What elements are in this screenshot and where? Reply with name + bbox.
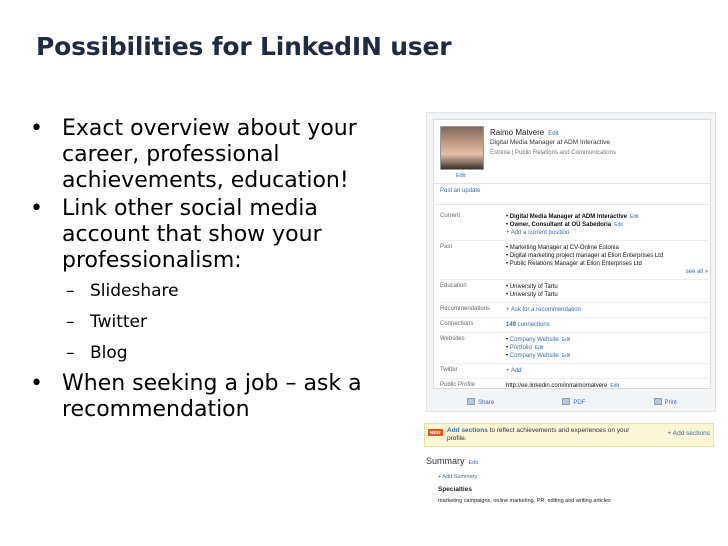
specialties-label: Specialties: [438, 486, 472, 493]
pdf-icon: [562, 398, 570, 405]
profile-location: Estonia | Public Relations and Communications: [490, 150, 616, 156]
website-link[interactable]: Portfolio: [509, 345, 532, 351]
specialties-text: marketing campaigns, online marketing, PR, editing and writing articles: [438, 498, 611, 504]
edit-photo-link[interactable]: Edit: [456, 173, 466, 179]
profile-photo: [440, 126, 484, 170]
add-summary-link[interactable]: + Add Summary: [438, 474, 478, 480]
summary-heading: Summary: [426, 456, 465, 466]
row-recommendations: Recommendations + Ask for a recommendation: [440, 302, 708, 317]
sub-bullet-item: – Blog: [28, 338, 408, 369]
profile-headline: Digital Media Manager at ADM Interactive: [490, 139, 610, 146]
profile-action-bar: [433, 395, 711, 409]
ask-recommendation-link[interactable]: + Ask for a recommendation: [506, 307, 581, 313]
add-position-link[interactable]: + Add a current position: [506, 230, 570, 236]
profile-details: [440, 210, 708, 393]
bullet-text: Link other social media account that show your professionalism:: [62, 196, 322, 273]
public-profile-url[interactable]: http://ee.linkedin.com/in/raimomatvere: [506, 383, 608, 389]
profile-card: [433, 119, 711, 389]
bullet-text: When seeking a job – ask a recommendation: [62, 371, 362, 422]
sub-bullet-text: Twitter: [90, 312, 147, 332]
edit-summary-link[interactable]: Edit: [468, 460, 478, 466]
bullet-text: Exact overview about your career, professional achievements, education!: [62, 116, 357, 193]
row-connections: Connections 149 connections: [440, 317, 708, 332]
share-icon: [467, 398, 475, 405]
bullet-item: • When seeking a job – ask a recommendation: [28, 371, 408, 423]
sub-bullet-item: – Slideshare: [28, 276, 408, 307]
row-websites: Websites • Company Website Edit • Portfolio Edit • Company Website Edit: [440, 332, 708, 363]
row-education: Education • University of Tartu • University of Tartu: [440, 279, 708, 302]
edit-name-link[interactable]: Edit: [548, 131, 559, 137]
pdf-button[interactable]: PDF: [562, 398, 585, 406]
add-sections-button[interactable]: + Add sections: [667, 430, 710, 437]
bullet-list: [28, 116, 408, 425]
print-icon: [654, 398, 662, 405]
summary-section: [424, 454, 714, 514]
row-current: Current • Digital Media Manager at ADM Interactive Edit • Owner, Consultant at OÜ Sabedoria Edit + Add a current position: [440, 210, 708, 240]
add-sections-link[interactable]: Add sections: [447, 427, 488, 434]
add-twitter-link[interactable]: + Add: [506, 368, 522, 374]
row-public-profile: Public Profile http://ee.linkedin.com/in/raimomatvere Edit: [440, 378, 708, 393]
edit-link[interactable]: Edit: [629, 214, 639, 220]
sub-bullet-text: Blog: [90, 343, 128, 363]
slide-title: Possibilities for LinkedIN user: [36, 32, 452, 61]
bullet-item: • Link other social media account that show your professionalism:: [28, 196, 408, 274]
website-link[interactable]: Company Website: [509, 353, 559, 359]
sub-bullet-text: Slideshare: [90, 281, 179, 301]
add-sections-bar: NEW Add sections to reflect achievements and experiences on your profile. + Add sections: [424, 423, 714, 447]
post-update-link[interactable]: Post an update: [440, 188, 481, 194]
website-link[interactable]: Company Website: [509, 337, 559, 343]
connections-count[interactable]: 149: [506, 322, 517, 328]
row-past: Past • Marketing Manager at CV-Online Estonia • Digital marketing project manager at Elion Enterprises Ltd • Public Relations Manager at Elion Enterprises Ltd see all »: [440, 240, 708, 279]
share-button[interactable]: Share: [467, 398, 494, 406]
row-twitter: Twitter + Add: [440, 363, 708, 378]
linkedin-profile-screenshot: [426, 112, 716, 412]
sub-bullet-item: – Twitter: [28, 307, 408, 338]
edit-link[interactable]: Edit: [614, 222, 623, 228]
print-button[interactable]: Print: [654, 398, 677, 406]
see-all-link[interactable]: see all »: [685, 269, 708, 275]
profile-name: Raimo Matvere: [490, 128, 545, 137]
bullet-item: • Exact overview about your career, professional achievements, education!: [28, 116, 408, 194]
new-badge: NEW: [430, 430, 441, 435]
